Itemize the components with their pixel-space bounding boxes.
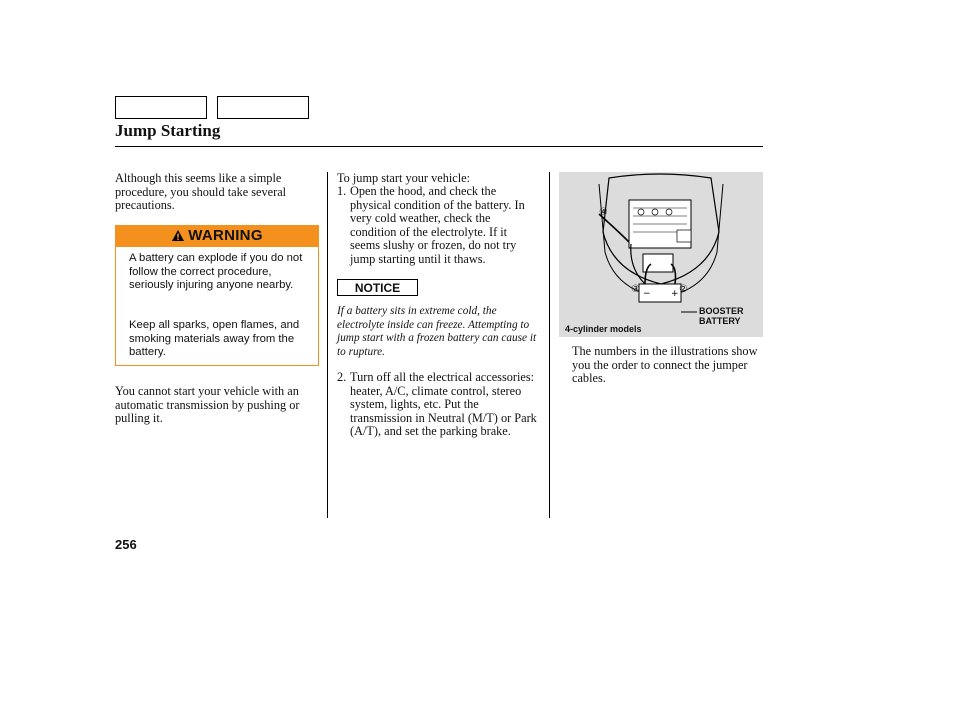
step-2-text: Turn off all the electrical accessories: heater, A/C, climate control, stereo system, lights, etc. Put the transmission in Neutral (M/T) or Park (A/T), and set the parking brake. (350, 370, 537, 438)
callout-4: ④ (599, 207, 608, 218)
svg-text:−: − (643, 289, 651, 299)
column-divider-1 (327, 172, 328, 518)
warning-text-1: A battery can explode if you do not follow the correct procedure, seriously injuring anyone nearby. (129, 252, 303, 291)
warning-box (115, 246, 319, 366)
intro-paragraph: Although this seems like a simple procedure, you should take several precautions. (115, 171, 287, 212)
page-number: 256 (115, 537, 137, 552)
callout-2: ② (679, 284, 688, 295)
column-divider-2 (549, 172, 550, 518)
page-title: Jump Starting (115, 121, 221, 140)
title-rule (115, 146, 763, 147)
engine-illustration (559, 172, 763, 337)
notice-text: If a battery sits in extreme cold, the electrolyte inside can freeze. Attempting to jump start with a frozen battery can cause it to rupture. (337, 305, 537, 358)
nav-tab-2[interactable] (217, 96, 309, 119)
step-1-number: 1. (337, 184, 347, 198)
notice-label: NOTICE (337, 279, 418, 296)
step-1-text: Open the hood, and check the physical condition of the battery. In very cold weather, check the condition of the electrolyte. If it seems slushy or frozen, do not try jump starting until it thaws. (350, 184, 525, 266)
callout-3: ③ (631, 284, 640, 295)
step-2-number: 2. (337, 370, 347, 384)
nav-tab-1[interactable] (115, 96, 207, 119)
illustration-caption: 4-cylinder models (565, 324, 642, 334)
illustration-note: The numbers in the illustrations show you the order to connect the jumper cables. (572, 344, 758, 385)
booster-label-line2: BATTERY (699, 316, 741, 326)
booster-label-line1: BOOSTER (699, 306, 744, 316)
svg-text:+: + (671, 289, 679, 299)
warning-label: WARNING (188, 227, 263, 244)
warning-icon (171, 229, 185, 242)
outro-paragraph: You cannot start your vehicle with an automatic transmission by pushing or pulling it. (115, 384, 300, 425)
warning-header (115, 225, 319, 246)
steps-intro: To jump start your vehicle: (337, 171, 471, 185)
warning-text-2: Keep all sparks, open flames, and smoking materials away from the battery. (129, 319, 300, 358)
